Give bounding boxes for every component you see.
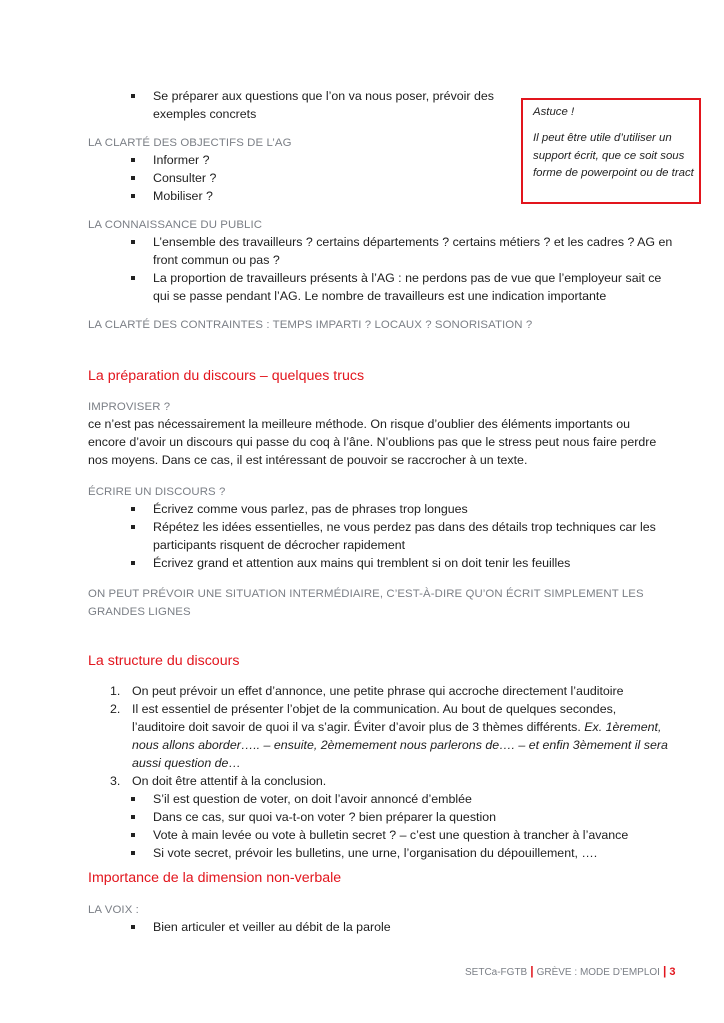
- list-number: 3.: [110, 774, 121, 788]
- bullet-icon: [131, 507, 135, 511]
- intermediate-line1: ON PEUT PRÉVOIR UNE SITUATION INTERMÉDIAIRE, C’EST-À-DIRE QU’ON ÉCRIT SIMPLEMENT LES: [88, 588, 644, 600]
- structure-title: La structure du discours: [88, 653, 240, 669]
- structure-item-line1: On doit être attentif à la conclusion.: [132, 774, 327, 788]
- audience-item-line1: L’ensemble des travailleurs ? certains départements ? certains métiers ? et les cadres ? AG en: [153, 235, 673, 249]
- intro-bullet-line2: exemples concrets: [153, 107, 257, 121]
- tip-box: [521, 98, 701, 204]
- footer-org: SETCa-FGTB: [465, 967, 528, 978]
- objective-item: Mobiliser ?: [153, 189, 213, 203]
- bullet-icon: [131, 158, 135, 162]
- intro-bullet-line1: Se préparer aux questions que l’on va nous poser, prévoir des: [153, 89, 494, 103]
- conclusion-item: S’il est question de voter, on doit l’avoir annoncé d’emblée: [153, 792, 472, 806]
- write-heading: ÉCRIRE UN DISCOURS ?: [88, 486, 226, 498]
- objective-item: Informer ?: [153, 153, 210, 167]
- bullet-icon: [131, 797, 135, 801]
- bullet-icon: [131, 194, 135, 198]
- conclusion-item: Si vote secret, prévoir les bulletins, une urne, l’organisation du dépouillement, ….: [153, 846, 598, 860]
- structure-item-line3: nous allons aborder….. – ensuite, 2èmemement nous parlerons de…. – et enfin 3èmement il sera: [132, 738, 668, 752]
- page-number: 3: [669, 966, 676, 978]
- bullet-icon: [131, 240, 135, 244]
- write-item-line1: Répétez les idées essentielles, ne vous perdez pas dans des détails trop techniques car les: [153, 520, 656, 534]
- improvise-paragraph-line: encore d’avoir un discours qui passe du coq à l’âne. N’oublions pas que le stress peut nous faire perdre: [88, 435, 657, 449]
- intermediate-line2: GRANDES LIGNES: [88, 606, 191, 618]
- list-number: 1.: [110, 684, 121, 698]
- improvise-heading: IMPROVISER ?: [88, 401, 171, 413]
- voice-heading: LA VOIX :: [88, 904, 139, 916]
- audience-item-line1: La proportion de travailleurs présents à l’AG : ne perdons pas de vue que l’employeur sait ce: [153, 271, 662, 285]
- improvise-paragraph-line: nos moyens. Dans ce cas, il est intéressant de pouvoir se raccrocher à un texte.: [88, 453, 528, 467]
- bullet-icon: [131, 925, 135, 929]
- structure-item-line2-italic: Ex. 1èrement,: [584, 720, 662, 734]
- bullet-icon: [131, 176, 135, 180]
- conclusion-item: Vote à main levée ou vote à bulletin secret ? – c’est une question à trancher à l’avance: [153, 828, 629, 842]
- page-footer: [465, 964, 675, 978]
- footer-separator: |: [530, 964, 534, 978]
- list-number: 2.: [110, 702, 121, 716]
- bullet-icon: [131, 561, 135, 565]
- conclusion-item: Dans ce cas, sur quoi va-t-on voter ? bien préparer la question: [153, 810, 496, 824]
- footer-separator: |: [662, 964, 667, 978]
- objectives-heading: LA CLARTÉ DES OBJECTIFS DE L’AG: [88, 137, 292, 149]
- structure-item-line4: aussi question de…: [132, 756, 241, 770]
- bullet-icon: [131, 94, 135, 98]
- bullet-icon: [131, 525, 135, 529]
- bullet-icon: [131, 815, 135, 819]
- nonverbal-title: Importance de la dimension non-verbale: [88, 870, 342, 886]
- structure-item-line2: [132, 718, 661, 736]
- write-item: Écrivez comme vous parlez, pas de phrases trop longues: [153, 502, 468, 516]
- voice-item: Bien articuler et veiller au débit de la parole: [153, 920, 391, 934]
- bullet-icon: [131, 833, 135, 837]
- structure-item-line1: Il est essentiel de présenter l’objet de la communication. Au bout de quelques secondes,: [132, 702, 617, 716]
- audience-heading: LA CONNAISSANCE DU PUBLIC: [88, 219, 263, 231]
- preparation-title: La préparation du discours – quelques trucs: [88, 368, 365, 384]
- bullet-icon: [131, 851, 135, 855]
- tip-text: Il peut être utile d’utiliser un support écrit, que ce soit sous forme de powerpoint ou de tract: [533, 132, 694, 179]
- footer-doc-title: GRÈVE : MODE D’EMPLOI: [536, 967, 660, 978]
- objective-item: Consulter ?: [153, 171, 217, 185]
- audience-item-line2: front commun ou pas ?: [153, 253, 280, 267]
- constraints-heading: LA CLARTÉ DES CONTRAINTES : TEMPS IMPARTI ? LOCAUX ? SONORISATION ?: [88, 319, 533, 331]
- audience-item-line2: qui se passe pendant l’AG. Le nombre de travailleurs est une indication importante: [153, 289, 607, 303]
- structure-item-line2-plain: l’auditoire doit savoir de quoi il va s’agir. Éviter d’avoir plus de 3 thèmes différents.: [132, 720, 585, 734]
- bullet-icon: [131, 276, 135, 280]
- tip-title: Astuce !: [533, 106, 575, 118]
- write-item: Écrivez grand et attention aux mains qui tremblent si on doit tenir les feuilles: [153, 556, 571, 570]
- structure-item-line1: On peut prévoir un effet d’annonce, une petite phrase qui accroche directement l’auditoire: [132, 684, 624, 698]
- improvise-paragraph-line: ce n’est pas nécessairement la meilleure méthode. On risque d’oublier des éléments importants ou: [88, 417, 631, 431]
- write-item-line2: participants risquent de décrocher rapidement: [153, 538, 406, 552]
